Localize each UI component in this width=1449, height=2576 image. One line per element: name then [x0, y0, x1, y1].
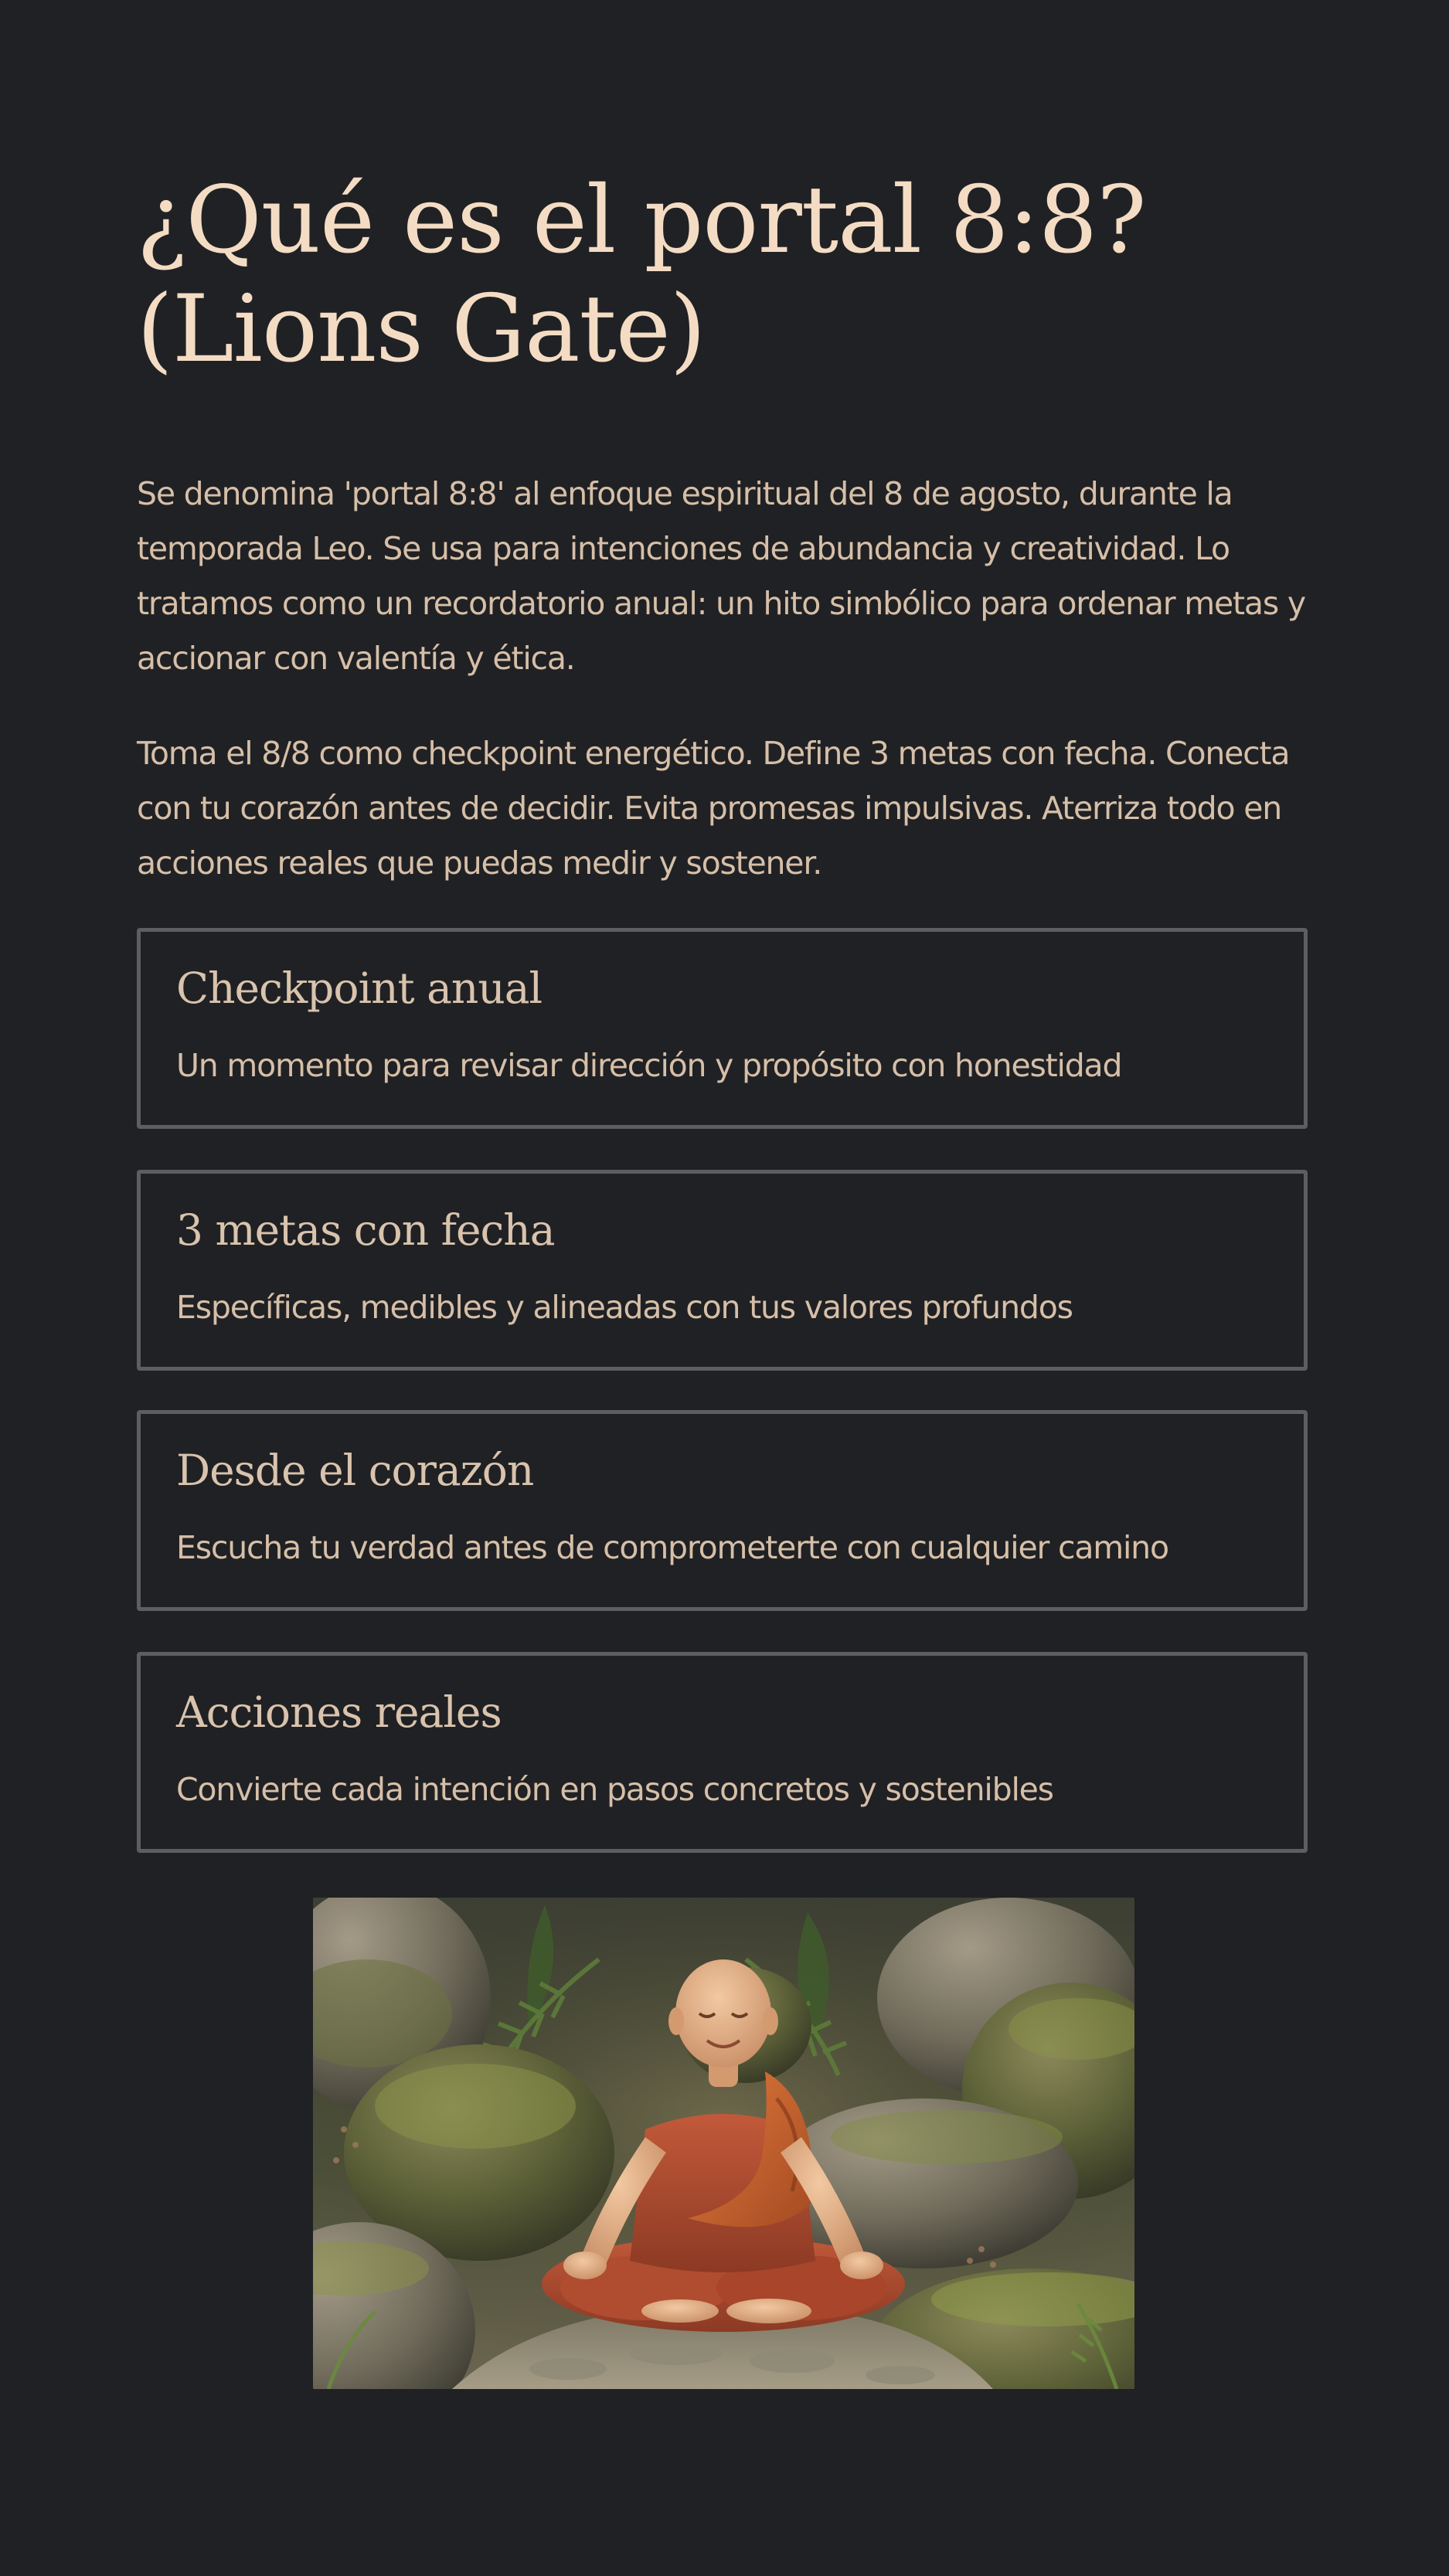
card-title: Desde el corazón	[176, 1446, 534, 1495]
card-text: Específicas, medibles y alineadas con tus valores profundos	[176, 1289, 1073, 1326]
card-title: Checkpoint anual	[176, 963, 543, 1013]
card-text: Convierte cada intención en pasos concretos y sostenibles	[176, 1771, 1053, 1808]
intro-paragraph: Toma el 8/8 como checkpoint energético. Define 3 metas con fecha. Conecta con tu corazón antes de decidir. Evita promesas impulsivas. Aterriza todo en acciones reales que puedas medir y sostener.	[137, 735, 1290, 882]
meditating-monk-image	[313, 1898, 1134, 2389]
page-title: ¿Qué es el portal 8:8? (Lions Gate)	[137, 167, 1146, 383]
card-title: Acciones reales	[176, 1687, 502, 1737]
info-card-heart	[137, 1410, 1308, 1611]
card-text: Escucha tu verdad antes de comprometerte con cualquier camino	[176, 1529, 1168, 1566]
info-card-actions	[137, 1652, 1308, 1853]
intro-paragraph: Se denomina 'portal 8:8' al enfoque espiritual del 8 de agosto, durante la temporada Leo. Se usa para intenciones de abundancia y creatividad. Lo tratamos como un recordatorio anual: un hito simbólico para ordenar metas y accionar con valentía y ética.	[137, 475, 1305, 677]
info-card-goals	[137, 1170, 1308, 1371]
card-text: Un momento para revisar dirección y propósito con honestidad	[176, 1047, 1122, 1084]
meditating-monk-illustration	[313, 1898, 1134, 2389]
info-card-checkpoint	[137, 928, 1308, 1129]
card-title: 3 metas con fecha	[176, 1205, 555, 1255]
